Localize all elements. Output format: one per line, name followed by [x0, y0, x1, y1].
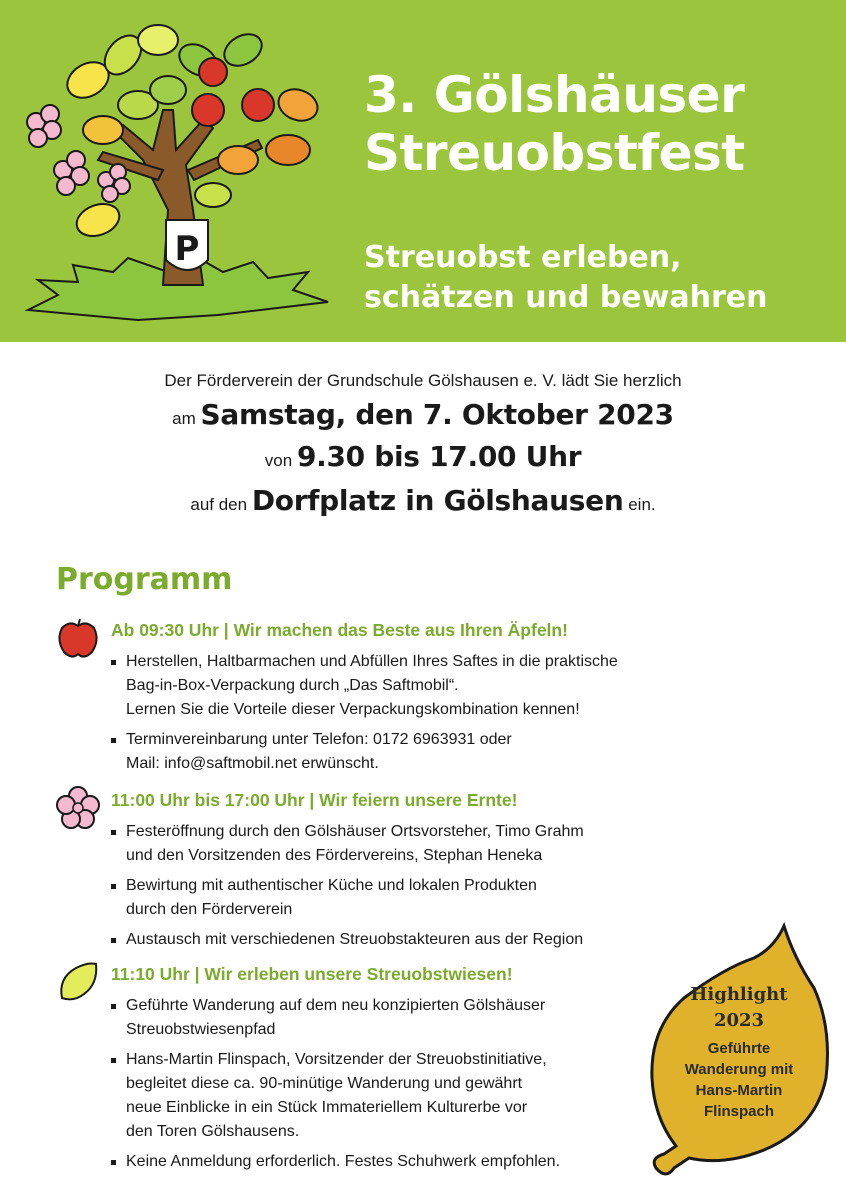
bullet-line: Herstellen, Haltbarmachen und Abfüllen Ihres Saftes in die praktische: [126, 653, 618, 670]
bullet-line: Terminvereinbarung unter Telefon: 0172 6963931 oder: [126, 731, 512, 748]
bullet-line: und den Vorsitzenden des Fördervereins, Stephan Heneka: [126, 847, 543, 864]
list-item: [111, 994, 711, 1042]
highlight-desc-2: Wanderung mit: [684, 1061, 794, 1078]
date-line: [0, 394, 846, 440]
programm-heading: Programm: [56, 562, 233, 597]
bullet-line: Bag-in-Box-Verpackung durch „Das Saftmobil“.: [126, 677, 459, 694]
bullet-list: [111, 820, 711, 958]
list-item: [111, 874, 711, 922]
bullet-line: Festeröffnung durch den Gölshäuser Ortsvorsteher, Timo Grahm: [126, 823, 584, 840]
ein-word: ein.: [628, 495, 656, 514]
highlight-badge: [664, 982, 814, 1122]
invitation-line: Der Förderverein der Grundschule Gölshausen e. V. lädt Sie herzlich: [164, 371, 682, 390]
highlight-year: 2023: [713, 1010, 765, 1031]
title-line-2: Streuobstfest: [364, 124, 745, 182]
title-line-1: 3. Gölshäuser: [364, 66, 745, 124]
auf-den-word: auf den: [190, 495, 248, 514]
bullet-line: Streuobstwiesenpfad: [126, 1021, 276, 1038]
bullet-line: neue Einblicke in ein Stück Immateriellem Kulturerbe vor: [126, 1099, 528, 1116]
list-item: [111, 820, 711, 868]
von-word: von: [264, 451, 293, 470]
highlight-title: Highlight: [690, 984, 788, 1005]
section-heading: 11:00 Uhr bis 17:00 Uhr | Wir feiern unsere Ernte!: [111, 790, 518, 810]
bullet-line: Bewirtung mit authentischer Küche und lokalen Produkten: [126, 877, 537, 894]
page-title: [364, 66, 745, 182]
event-date: Samstag, den 7. Oktober 2023: [200, 398, 674, 431]
leaf-icon: [56, 960, 100, 1004]
header-banner: [0, 0, 846, 342]
event-time: 9.30 bis 17.00 Uhr: [296, 440, 582, 473]
subtitle-line-1: Streuobst erleben,: [364, 240, 682, 275]
list-item: [111, 1048, 711, 1144]
list-item: [111, 728, 711, 776]
bullet-list: [111, 994, 711, 1180]
apple-icon: [56, 616, 100, 660]
subtitle-line-2: schätzen und bewahren: [364, 280, 768, 315]
section-heading: Ab 09:30 Uhr | Wir machen das Beste aus Ihren Äpfeln!: [111, 620, 568, 640]
invitation-text: [0, 368, 846, 526]
list-item: [111, 1150, 711, 1174]
bullet-line: Hans-Martin Flinspach, Vorsitzender der Streuobstinitiative,: [126, 1051, 547, 1068]
list-item: [111, 650, 711, 722]
list-item: [111, 928, 711, 952]
highlight-desc-4: Flinspach: [703, 1103, 774, 1120]
section-heading: 11:10 Uhr | Wir erleben unsere Streuobstwiesen!: [111, 964, 513, 984]
bullet-line: Austausch mit verschiedenen Streuobstakteuren aus der Region: [126, 931, 584, 948]
highlight-desc-3: Hans-Martin: [695, 1082, 783, 1099]
bullet-line: den Toren Gölshausens.: [126, 1123, 300, 1140]
bullet-line: Mail: info@saftmobil.net erwünscht.: [126, 755, 379, 772]
tree-logo-icon: [18, 10, 338, 335]
event-place: Dorfplatz in Gölshausen: [251, 484, 624, 517]
page-subtitle: [364, 238, 767, 318]
blossom-icon: [56, 786, 100, 830]
bullet-line: begleitet diese ca. 90-minütige Wanderung und gewährt: [126, 1075, 523, 1092]
bullet-line: Lernen Sie die Vorteile dieser Verpackungskombination kennen!: [126, 701, 580, 718]
highlight-desc-1: Geführte: [707, 1040, 771, 1057]
bullet-line: Keine Anmeldung erforderlich. Festes Schuhwerk empfohlen.: [126, 1153, 561, 1170]
time-line: [0, 436, 846, 482]
am-word: am: [172, 409, 196, 428]
place-line: [0, 480, 846, 526]
bullet-line: Geführte Wanderung auf dem neu konzipierten Gölshäuser: [126, 997, 546, 1014]
bullet-line: durch den Förderverein: [126, 901, 293, 918]
shield-letter: P: [174, 229, 200, 269]
bullet-list: [111, 650, 711, 782]
